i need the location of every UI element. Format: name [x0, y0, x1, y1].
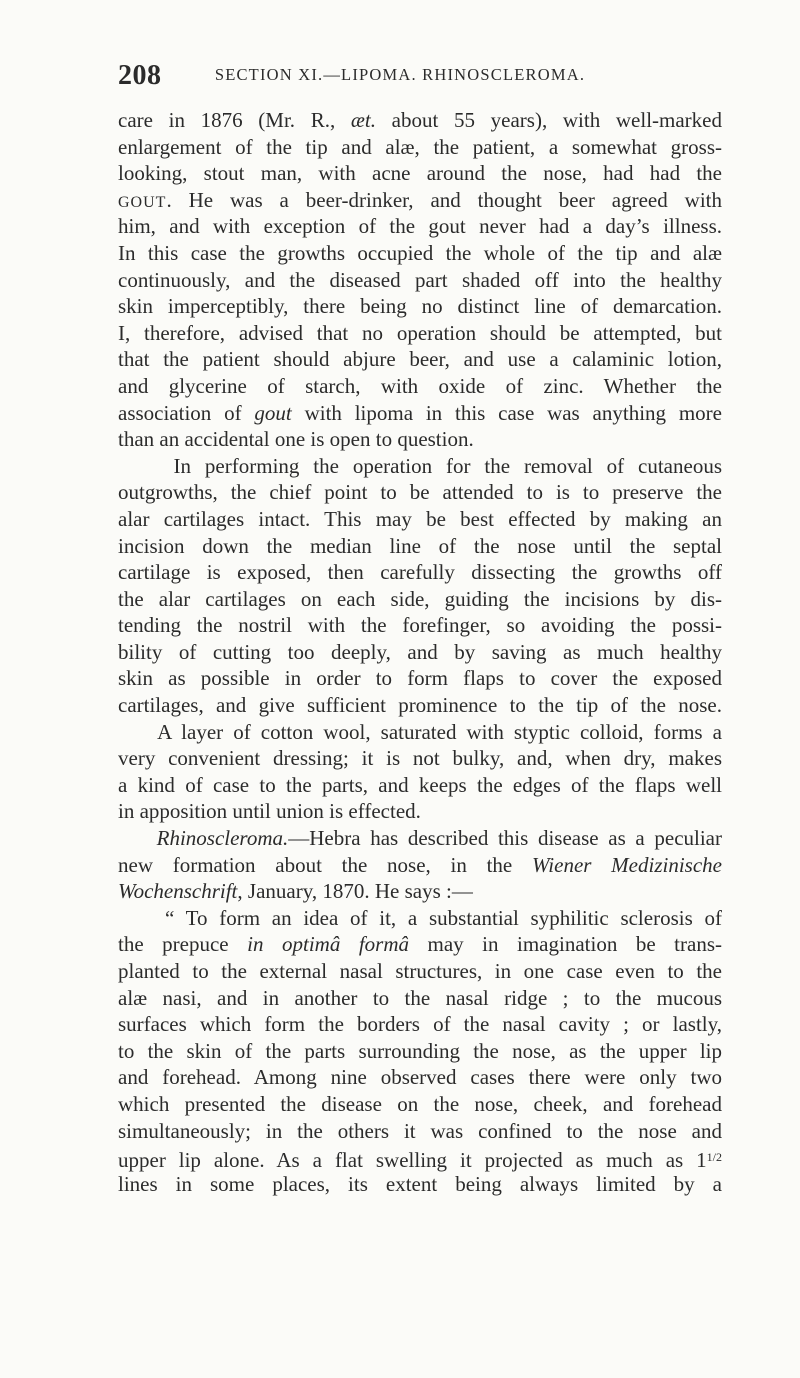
text-run: care in 1876 (Mr. R.,	[118, 108, 351, 132]
text-run: that the patient should abjure beer, and use a calaminic lotion,	[118, 347, 722, 372]
text-run: him, and with exception of the gout never had a day’s illness.	[118, 214, 722, 239]
text-run: In this case the growths occupied the whole of the tip and alæ	[118, 240, 722, 265]
text-line	[118, 772, 722, 799]
text-line	[118, 985, 722, 1012]
text-line	[118, 320, 722, 347]
text-run: tending the nostril with the forefinger, so avoiding the possi-	[118, 613, 722, 638]
running-head: SECTION XI.—LIPOMA. RHINOSCLEROMA.	[214, 65, 586, 84]
text-line	[118, 240, 722, 267]
text-run: —Hebra has described this disease as a peculiar	[288, 826, 723, 851]
text-run: in apposition until union is effected.	[118, 799, 421, 824]
text-line	[118, 293, 722, 320]
text-line	[118, 878, 722, 905]
text-line	[118, 1118, 722, 1145]
text-line	[118, 1038, 722, 1065]
text-line	[118, 1011, 722, 1038]
text-run: than an accidental one is open to question.	[118, 427, 474, 452]
text-line	[118, 639, 722, 666]
text-line	[118, 825, 722, 852]
text-line	[118, 931, 722, 958]
text-run: alæ nasi, and in another to the nasal ridge ; to the mucous	[118, 985, 722, 1010]
text-line	[118, 373, 722, 400]
text-run: Wochenschrift	[118, 879, 238, 904]
text-run: 1/2	[706, 1150, 722, 1165]
text-line	[118, 798, 722, 825]
text-run: skin as possible in order to form flaps to cover the exposed	[118, 666, 722, 691]
text-run: very convenient dressing; it is not bulky, and, when dry, makes	[118, 746, 722, 771]
text-run: a kind of case to the parts, and keeps the edges of the flaps well	[118, 772, 722, 797]
text-run: enlargement of the tip and alæ, the patient, a somewhat gross-	[118, 134, 722, 159]
text-run: outgrowths, the chief point to be attended to is to preserve the	[118, 480, 722, 505]
text-run: may in imagination be trans-	[409, 932, 722, 957]
page-number: 208	[118, 60, 162, 91]
body-text	[118, 107, 722, 1197]
text-line	[118, 719, 722, 746]
text-run: in optimâ formâ	[247, 932, 409, 957]
text-line	[118, 692, 722, 719]
text-line	[118, 852, 722, 879]
text-run: cartilage is exposed, then carefully dissecting the growths off	[118, 560, 722, 585]
text-line	[118, 905, 722, 932]
page-header	[0, 0, 800, 110]
text-run: Rhinoscleroma.	[156, 826, 289, 851]
text-run: skin imperceptibly, there being no distinct line of demarcation.	[118, 294, 722, 319]
text-run: I, therefore, advised that no operation should be attempted, but	[118, 320, 722, 345]
text-line	[118, 559, 722, 586]
text-line	[118, 453, 722, 480]
text-run: simultaneously; in the others it was confined to the nose and	[118, 1118, 722, 1143]
text-line	[118, 1091, 722, 1118]
text-line	[118, 745, 722, 772]
text-line	[118, 665, 722, 692]
text-run: and forehead. Among nine observed cases there were only two	[118, 1065, 722, 1090]
text-line	[118, 1064, 722, 1091]
text-run: In performing the operation for the removal of cutaneous	[118, 453, 722, 478]
text-line	[118, 267, 722, 294]
text-line	[118, 346, 722, 373]
text-line	[118, 506, 722, 533]
text-line	[118, 400, 722, 427]
text-run: GOUT	[118, 193, 167, 211]
text-run: which presented the disease on the nose, cheek, and forehead	[118, 1091, 722, 1116]
text-line	[118, 1171, 722, 1198]
text-line	[118, 1144, 722, 1171]
text-line	[118, 426, 722, 453]
text-line	[118, 213, 722, 240]
text-line	[118, 134, 722, 161]
text-run: alar cartilages intact. This may be best effected by making an	[118, 506, 722, 531]
text-run: continuously, and the diseased part shaded off into the healthy	[118, 267, 722, 292]
text-run: association of	[118, 400, 255, 425]
text-run: the alar cartilages on each side, guiding the incisions by dis-	[118, 586, 722, 611]
text-run: , January, 1870. He says :—	[237, 879, 473, 904]
text-run: bility of cutting too deeply, and by saving as much healthy	[118, 639, 722, 664]
text-run: with lipoma in this case was anything more	[291, 400, 722, 425]
text-run: “ To form an idea of it, a substantial syphilitic sclerosis of	[118, 905, 722, 930]
text-line	[118, 479, 722, 506]
text-run: A layer of cotton wool, saturated with styptic colloid, forms a	[118, 719, 722, 744]
text-run: the prepuce	[118, 932, 248, 957]
text-run: gout	[254, 400, 292, 425]
text-run: planted to the external nasal structures, in one case even to the	[118, 959, 722, 983]
text-line	[118, 612, 722, 639]
text-line	[118, 586, 722, 613]
text-run: to the skin of the parts surrounding the nose, as the upper lip	[118, 1038, 722, 1063]
text-run: upper lip alone. As a flat swelling it projected as much as 1	[118, 1148, 707, 1173]
text-run: lines in some places, its extent being always limited by a	[118, 1171, 722, 1196]
text-run: cartilages, and give sufficient prominence to the tip of the nose.	[118, 693, 722, 718]
text-run: . He was a beer-drinker, and thought beer agreed with	[166, 187, 722, 212]
text-line	[118, 187, 722, 214]
text-line	[118, 533, 722, 560]
text-run: new formation about the nose, in the	[118, 852, 532, 877]
text-run: looking, stout man, with acne around the nose, had had the	[118, 161, 722, 186]
text-run	[118, 826, 157, 850]
text-run: and glycerine of starch, with oxide of zinc. Whether the	[118, 373, 722, 398]
text-line	[118, 107, 722, 134]
text-run: Wiener Medizinische	[531, 852, 722, 877]
text-line	[118, 958, 722, 985]
text-run: surfaces which form the borders of the nasal cavity ; or lastly,	[118, 1012, 722, 1037]
text-run: æt.	[350, 108, 376, 132]
text-run: incision down the median line of the nose until the septal	[118, 533, 722, 558]
text-run: about 55 years), with well-marked	[375, 108, 722, 132]
text-line	[118, 160, 722, 187]
